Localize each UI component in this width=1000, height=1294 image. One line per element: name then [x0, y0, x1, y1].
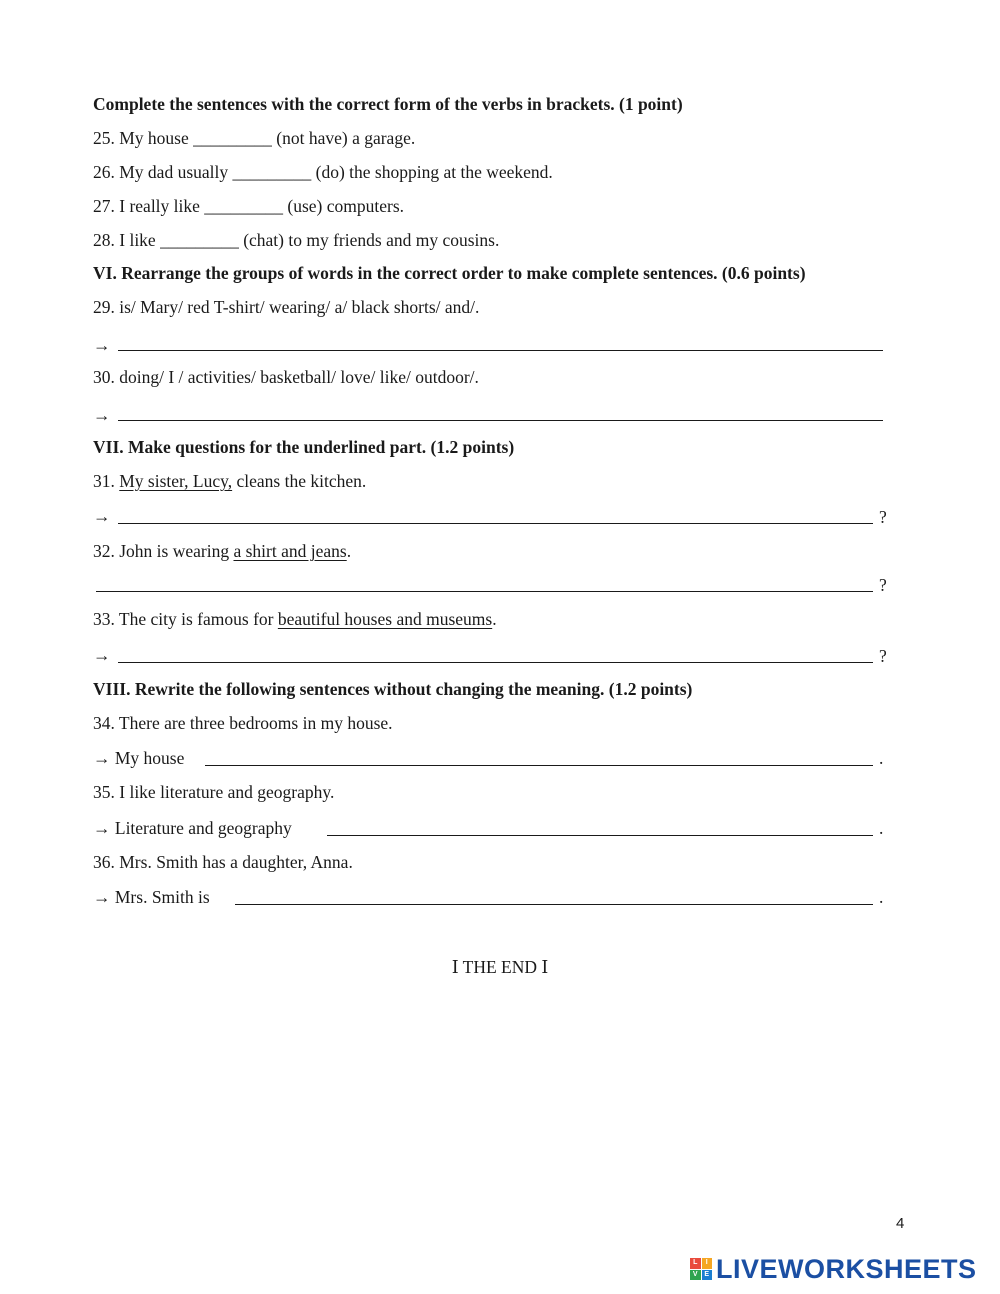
- rewrite-prompt: → My house: [93, 748, 185, 768]
- section-heading: Complete the sentences with the correct form of the verbs in brackets. (1 point): [93, 94, 683, 114]
- answer-line[interactable]: [205, 765, 873, 766]
- question-30: 30. doing/ I / activities/ basketball/ love/ like/ outdoor/.: [93, 367, 479, 387]
- question-26: 26. My dad usually _________ (do) the shopping at the weekend.: [93, 162, 553, 182]
- question-31: [93, 470, 366, 492]
- arrow-icon: →: [93, 405, 111, 425]
- question-25: 25. My house _________ (not have) a garage.: [93, 128, 416, 148]
- answer-line[interactable]: [118, 350, 883, 351]
- period: .: [879, 818, 884, 838]
- question-text: 33. The city is famous for: [93, 609, 278, 629]
- logo-letter: I: [702, 1258, 713, 1269]
- question-34: 34. There are three bedrooms in my house.: [93, 713, 393, 733]
- rewrite-prompt: → Literature and geography: [93, 818, 292, 838]
- question-29: 29. is/ Mary/ red T-shirt/ wearing/ a/ black shorts/ and/.: [93, 297, 480, 317]
- period: .: [879, 887, 884, 907]
- period: .: [879, 748, 884, 768]
- answer-line[interactable]: [118, 523, 873, 524]
- liveworksheets-icon: [690, 1258, 712, 1280]
- arrow-icon: →: [93, 506, 111, 526]
- page-number: 4: [896, 1215, 905, 1232]
- question-mark: ?: [879, 575, 887, 595]
- brand-name: LIVEWORKSHEETS: [716, 1253, 977, 1284]
- question-number: 31.: [93, 471, 115, 491]
- answer-line[interactable]: [235, 904, 873, 905]
- liveworksheets-logo: [690, 1254, 977, 1284]
- arrow-icon: →: [93, 645, 111, 665]
- logo-letter: E: [702, 1270, 713, 1281]
- logo-letter: V: [690, 1270, 701, 1281]
- answer-line[interactable]: [96, 591, 873, 592]
- the-end-text: Ⅰ THE END Ⅰ: [451, 957, 549, 977]
- answer-line[interactable]: [118, 662, 873, 663]
- question-28: 28. I like _________ (chat) to my friends and my cousins.: [93, 230, 500, 250]
- question-32: [93, 540, 351, 562]
- question-text: .: [492, 609, 497, 629]
- question-text: .: [346, 541, 352, 561]
- section-heading: VI. Rearrange the groups of words in the correct order to make complete sentences. (0.6 points): [93, 263, 806, 283]
- answer-line[interactable]: [327, 835, 873, 836]
- question-mark: ?: [879, 646, 887, 666]
- underlined-part: beautiful houses and museums: [277, 609, 493, 629]
- question-36: 36. Mrs. Smith has a daughter, Anna.: [93, 852, 353, 872]
- section-heading: VII. Make questions for the underlined part. (1.2 points): [93, 437, 515, 457]
- question-35: 35. I like literature and geography.: [93, 782, 335, 802]
- underlined-part: My sister, Lucy,: [119, 471, 233, 491]
- rewrite-prompt: → Mrs. Smith is: [93, 887, 210, 907]
- question-27: 27. I really like _________ (use) computers.: [93, 196, 405, 216]
- question-mark: ?: [879, 507, 887, 527]
- underlined-part: a shirt and jeans: [233, 541, 347, 561]
- question-33: [93, 608, 497, 630]
- section-heading: VIII. Rewrite the following sentences without changing the meaning. (1.2 points): [93, 679, 693, 699]
- question-text: cleans the kitchen.: [232, 471, 367, 491]
- arrow-icon: →: [93, 335, 111, 355]
- question-text: 32. John is wearing: [93, 541, 234, 561]
- answer-line[interactable]: [118, 420, 883, 421]
- logo-letter: L: [690, 1258, 701, 1269]
